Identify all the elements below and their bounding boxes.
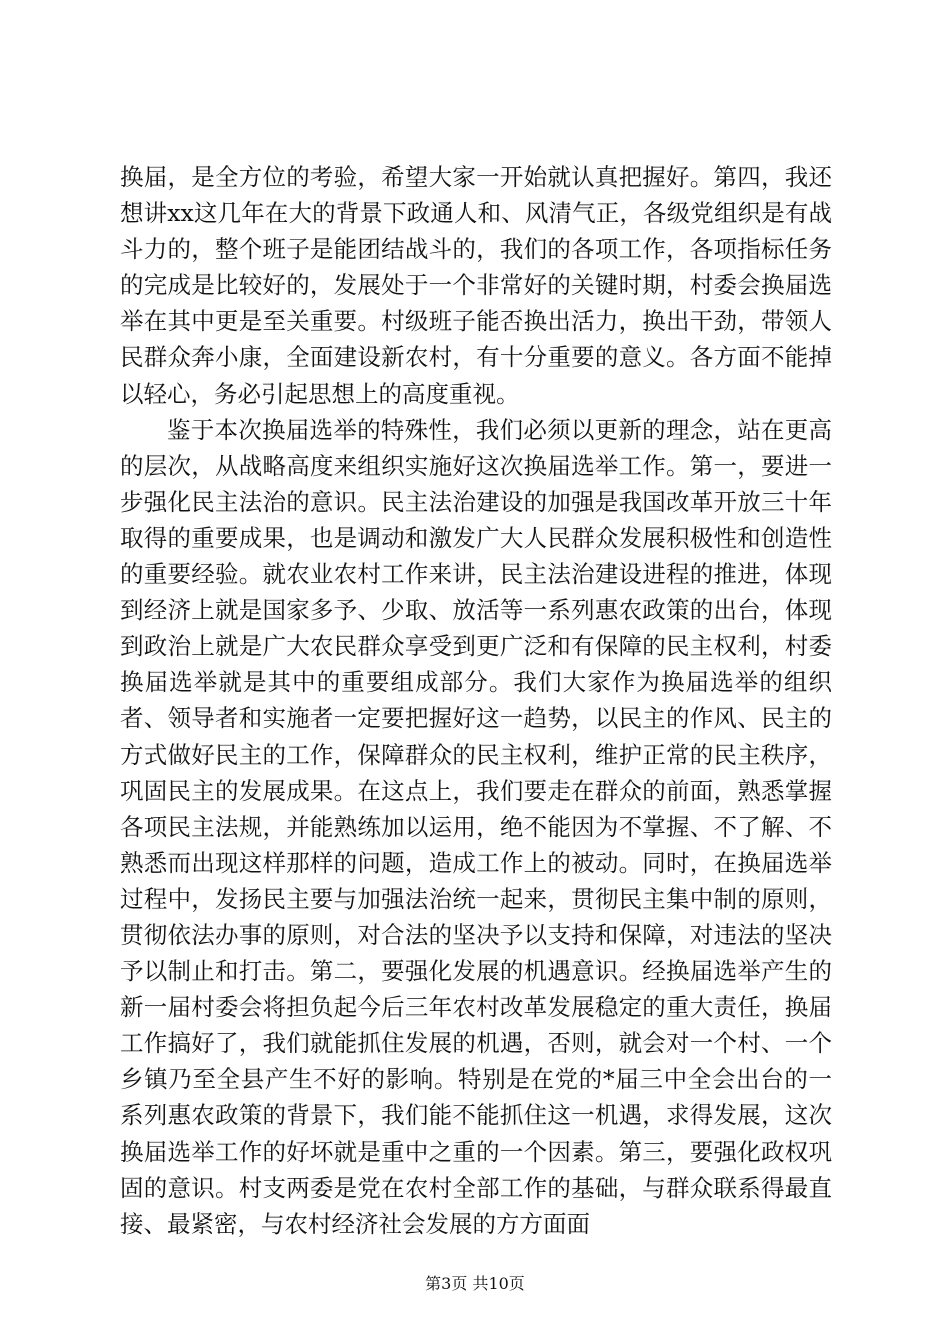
page-footer: 第3页 共10页	[425, 1274, 525, 1293]
paragraph-1: 换届，是全方位的考验，希望大家一开始就认真把握好。第四，我还想讲xx这几年在大的背景下政通人和、风清气正，各级党组织是有战斗力的，整个班子是能团结战斗的，我们的各项工作，各项指标任务的完成是比较好的，发展处于一个非常好的关键时期，村委会换届选举在其中更是至关重要。村级班子能否换出活力，换出干劲，带领人民群众奔小康，全面建设新农村，有十分重要的意义。各方面不能掉以轻心，务必引起思想上的高度重视。	[120, 163, 832, 408]
body-text	[120, 159, 832, 1242]
paragraph-2: 鉴于本次换届选举的特殊性，我们必须以更新的理念，站在更高的层次，从战略高度来组织实施好这次换届选举工作。第一，要进一步强化民主法治的意识。民主法治建设的加强是我国改革开放三十年取得的重要成果，也是调动和激发广大人民群众发展积极性和创造性的重要经验。就农业农村工作来讲，民主法治建设进程的推进，体现到经济上就是国家多予、少取、放活等一系列惠农政策的出台，体现到政治上就是广大农民群众享受到更广泛和有保障的民主权利，村委换届选举就是其中的重要组成部分。我们大家作为换届选举的组织者、领导者和实施者一定要把握好这一趋势，以民主的作风、民主的方式做好民主的工作，保障群众的民主权利，维护正常的民主秩序，巩固民主的发展成果。在这点上，我们要走在群众的前面，熟悉掌握各项民主法规，并能熟练加以运用，绝不能因为不掌握、不了解、不熟悉而出现这样那样的问题，造成工作上的被动。同时，在换届选举过程中，发扬民主要与加强法治统一起来，贯彻民主集中制的原则，贯彻依法办事的原则，对合法的坚决予以支持和保障，对违法的坚决予以制止和打击。第二，要强化发展的机遇意识。经换届选举产生的新一届村委会将担负起今后三年农村改革发展稳定的重大责任，换届工作搞好了，我们就能抓住发展的机遇，否则，就会对一个村、一个乡镇乃至全县产生不好的影响。特别是在党的*届三中全会出台的一系列惠农政策的背景下，我们能不能抓住这一机遇，求得发展，这次换届选举工作的好坏就是重中之重的一个因素。第三，要强化政权巩固的意识。村支两委是党在农村全部工作的基础，与群众联系得最直接、最紧密，与农村经济社会发展的方方面面	[120, 415, 832, 1238]
